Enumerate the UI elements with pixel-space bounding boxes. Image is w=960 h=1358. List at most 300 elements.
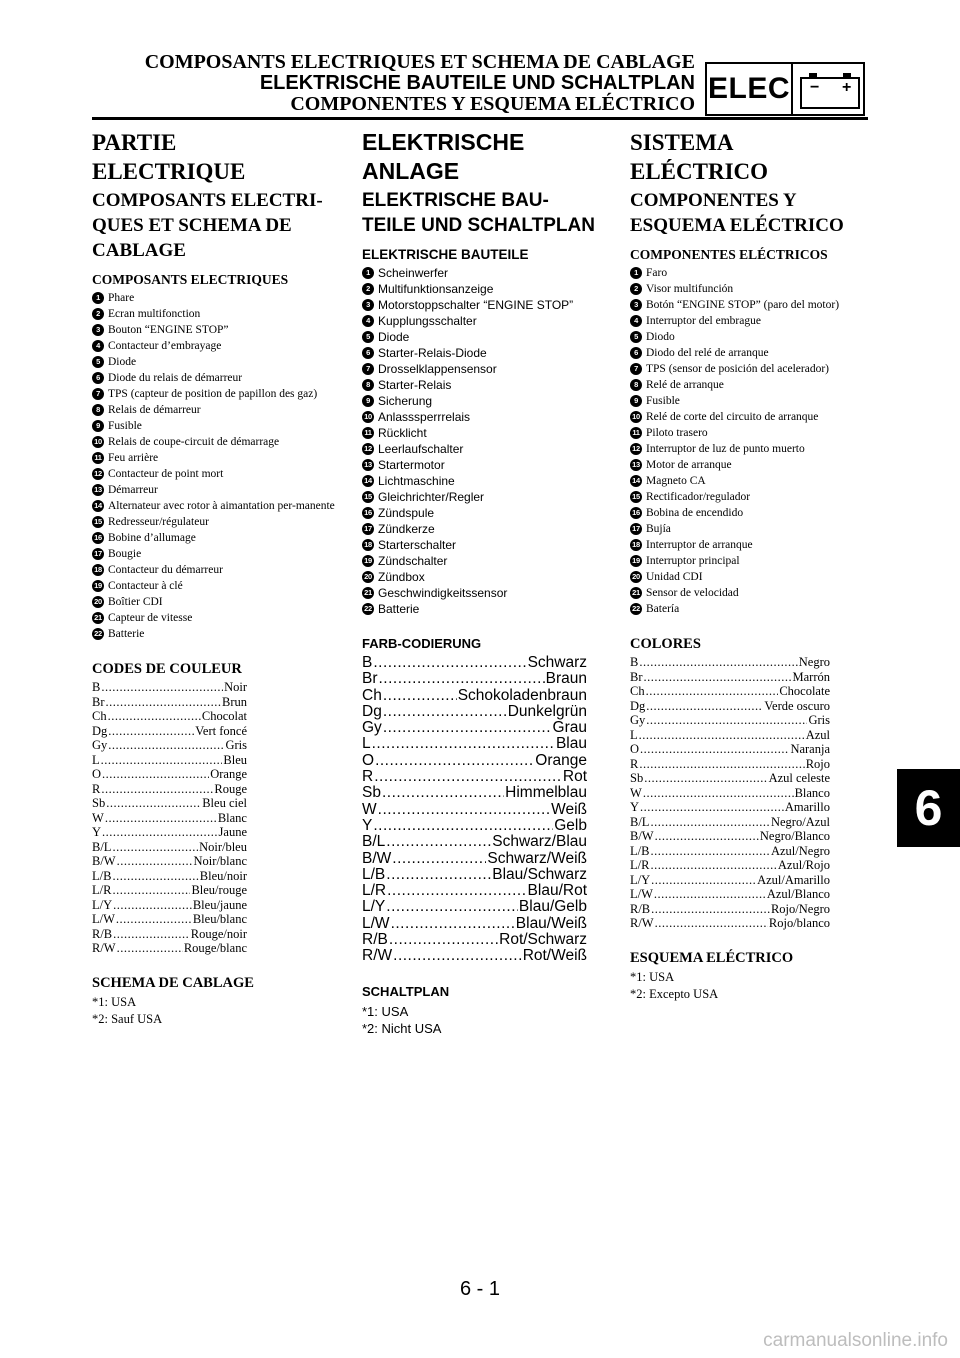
item-number-badge: 14 <box>92 500 104 512</box>
item-number-badge: 7 <box>92 388 104 400</box>
color-code: B/L <box>362 833 386 851</box>
dot-leader <box>383 688 457 704</box>
item-number-badge: 10 <box>630 411 642 423</box>
dot-leader <box>644 670 792 685</box>
color-code-row <box>630 844 830 859</box>
list-item <box>630 329 880 345</box>
list-item <box>92 578 342 594</box>
color-name: Braun <box>545 670 587 688</box>
dot-leader <box>378 802 550 818</box>
color-name: Azul <box>805 727 830 742</box>
list-item <box>630 569 880 585</box>
fr-note-2: *2: Sauf USA <box>92 1011 163 1026</box>
item-text: Zündkerze <box>378 522 435 536</box>
list-item <box>92 482 342 498</box>
page-number: 6 - 1 <box>459 1278 501 1300</box>
item-number-badge: 2 <box>630 283 642 295</box>
color-code: Ch <box>362 686 382 704</box>
list-item <box>362 377 612 393</box>
item-number-badge: 21 <box>92 612 104 624</box>
item-text: Batería <box>646 603 680 615</box>
color-code: L/W <box>362 914 390 932</box>
color-code-row <box>92 898 247 913</box>
dot-leader <box>373 818 553 834</box>
list-item <box>630 281 880 297</box>
color-code: B/L <box>92 839 112 854</box>
dot-leader <box>101 680 223 695</box>
color-name: Noir/blanc <box>193 854 247 868</box>
dot-leader <box>655 916 768 931</box>
item-text: Interruptor del embrague <box>646 315 761 327</box>
list-item <box>362 345 612 361</box>
color-name: Negro <box>798 655 830 669</box>
color-code: B/W <box>362 849 392 867</box>
color-name: Schokoladenbraun <box>457 686 587 704</box>
color-code-row <box>92 709 247 724</box>
item-text: Zündbox <box>378 570 425 584</box>
color-name: Blau/Gelb <box>518 898 587 916</box>
list-item <box>92 626 342 642</box>
watermark: carmanualsonline.info <box>763 1330 948 1351</box>
item-number-badge: 17 <box>92 548 104 560</box>
item-text: Diodo <box>646 331 675 343</box>
item-text: TPS (sensor de posición del acelerador) <box>646 363 829 375</box>
color-name: Brun <box>222 694 247 709</box>
item-number-badge: 8 <box>362 379 374 391</box>
dot-leader <box>101 782 213 797</box>
list-item <box>630 265 880 281</box>
color-code-row <box>92 782 247 797</box>
color-code-row <box>92 680 247 695</box>
list-item <box>362 505 612 521</box>
color-code: R/B <box>92 926 113 941</box>
column-french <box>92 128 342 1028</box>
dot-leader <box>383 704 507 720</box>
dot-leader <box>102 767 209 782</box>
color-code-row <box>630 800 830 815</box>
item-number-badge: 3 <box>362 299 374 311</box>
item-number-badge: 14 <box>630 475 642 487</box>
color-name: Chocolate <box>779 684 830 698</box>
color-name: Dunkelgrün <box>507 702 587 720</box>
color-code: Y <box>92 825 102 839</box>
item-text: Starterschalter <box>378 538 457 552</box>
item-text: Botón “ENGINE STOP” (paro del motor) <box>646 299 840 311</box>
color-name: Gelb <box>554 816 587 834</box>
item-number-badge: 4 <box>630 315 642 327</box>
dot-leader <box>102 825 218 840</box>
item-text: Bougie <box>108 548 142 560</box>
color-code: L/Y <box>92 897 113 912</box>
dot-leader <box>386 834 491 850</box>
item-number-badge: 22 <box>92 628 104 640</box>
color-name: Schwarz <box>527 654 587 671</box>
item-text: Startermotor <box>378 458 445 472</box>
color-code-row <box>362 671 587 687</box>
item-number-badge: 22 <box>362 603 374 615</box>
item-text: Ecran multifonction <box>108 308 201 320</box>
dot-leader <box>393 948 522 964</box>
list-item <box>362 457 612 473</box>
item-text: Anlasssperrrelais <box>378 410 471 424</box>
item-text: Zündschalter <box>378 554 448 568</box>
item-number-badge: 12 <box>362 443 374 455</box>
list-item <box>630 409 880 425</box>
list-item <box>630 361 880 377</box>
list-item <box>630 457 880 473</box>
dot-leader <box>101 753 223 768</box>
dot-leader <box>117 854 193 869</box>
list-item <box>362 537 612 553</box>
color-code-row <box>92 883 247 898</box>
color-code-row <box>362 785 587 801</box>
fr-note-1: *1: USA <box>92 994 137 1009</box>
color-code: Gy <box>362 719 382 737</box>
dot-leader <box>116 912 192 927</box>
dot-leader <box>373 655 526 671</box>
color-code: L <box>362 735 371 753</box>
item-text: Unidad CDI <box>646 571 703 583</box>
item-text: Bujía <box>646 523 671 535</box>
color-code-row <box>630 902 830 917</box>
item-number-badge: 20 <box>630 571 642 583</box>
color-name: Bleu <box>223 752 247 767</box>
color-code-row <box>630 815 830 830</box>
item-number-badge: 6 <box>630 347 642 359</box>
list-item <box>92 530 342 546</box>
color-code-row <box>362 688 587 704</box>
dot-leader <box>639 728 805 743</box>
color-code: L/R <box>362 882 387 900</box>
item-number-badge: 12 <box>630 443 642 455</box>
item-number-badge: 18 <box>630 539 642 551</box>
item-text: Relais de coupe-circuit de démarrage <box>108 436 280 448</box>
dot-leader <box>640 742 789 757</box>
item-text: Contacteur de point mort <box>108 468 224 480</box>
item-text: Motorstoppschalter “ENGINE STOP” <box>378 298 574 312</box>
list-item <box>630 521 880 537</box>
item-number-badge: 13 <box>630 459 642 471</box>
color-code-row <box>362 899 587 915</box>
elec-badge <box>705 62 865 116</box>
dot-leader <box>372 736 555 752</box>
list-item <box>630 297 880 313</box>
color-code: O <box>630 742 640 756</box>
color-code-row <box>362 655 587 671</box>
fr-color-codes <box>92 680 247 956</box>
item-text: Batterie <box>108 628 145 640</box>
item-text: Bobine d’allumage <box>108 532 196 544</box>
color-code: B/W <box>92 854 116 868</box>
column-german <box>362 128 612 1037</box>
item-text: Relais de démarreur <box>108 404 201 416</box>
color-code-row <box>92 825 247 840</box>
es-parts-heading: COMPONENTES ELÉCTRICOS <box>630 247 828 262</box>
color-code-row <box>92 767 247 782</box>
color-code: L/R <box>630 858 650 872</box>
color-code-row <box>630 829 830 844</box>
color-name: Azul/Blanco <box>766 887 830 901</box>
color-code: Dg <box>630 698 646 713</box>
color-name: Blau/Weiß <box>515 914 587 932</box>
de-schema-heading: SCHALTPLAN <box>362 983 450 999</box>
color-code-row <box>630 786 830 801</box>
dot-leader <box>113 927 190 942</box>
list-item <box>92 354 342 370</box>
fr-schema-heading: SCHEMA DE CABLAGE <box>92 974 254 991</box>
item-number-badge: 18 <box>92 564 104 576</box>
list-item <box>92 546 342 562</box>
header-title-fr: COMPOSANTS ELECTRIQUES ET SCHEMA DE CABLAGE <box>144 51 695 73</box>
item-text: Rectificador/regulador <box>646 491 751 503</box>
dot-leader <box>646 699 763 714</box>
color-name: Blau/Rot <box>527 882 587 900</box>
color-code: B <box>362 654 373 671</box>
header-title-es: COMPONENTES Y ESQUEMA ELÉCTRICO <box>290 93 695 115</box>
de-note-2: *2: Nicht USA <box>362 1020 442 1036</box>
list-item <box>362 553 612 569</box>
dot-leader <box>650 844 770 859</box>
list-item <box>362 313 612 329</box>
list-item <box>630 505 880 521</box>
item-text: Starter-Relais-Diode <box>378 346 487 360</box>
dot-leader <box>650 815 770 830</box>
item-text: Zündspule <box>378 506 435 520</box>
battery-minus: − <box>810 79 820 96</box>
color-code: Br <box>362 670 378 688</box>
list-item <box>630 537 880 553</box>
list-item <box>92 594 342 610</box>
item-number-badge: 14 <box>362 475 374 487</box>
list-item <box>92 466 342 482</box>
dot-leader <box>650 858 776 873</box>
item-number-badge: 15 <box>362 491 374 503</box>
item-number-badge: 20 <box>92 596 104 608</box>
color-code-row <box>362 736 587 752</box>
color-code: Y <box>362 816 373 834</box>
color-name: Rot/Schwarz <box>499 931 587 949</box>
color-code-row <box>362 753 587 769</box>
dot-leader <box>379 671 545 687</box>
dot-leader <box>106 695 222 710</box>
color-name: Bleu/jaune <box>192 897 247 912</box>
color-code: R <box>362 768 374 786</box>
color-code-row <box>92 724 247 739</box>
list-item <box>630 313 880 329</box>
item-text: Magneto CA <box>646 475 706 487</box>
dot-leader <box>374 769 562 785</box>
dot-leader <box>117 941 183 956</box>
dot-leader <box>654 887 766 902</box>
list-item <box>630 393 880 409</box>
de-note-1: *1: USA <box>362 1003 409 1019</box>
color-code-row <box>92 869 247 884</box>
color-code-row <box>92 738 247 753</box>
item-text: Diode <box>378 330 410 344</box>
color-name: Rojo/blanco <box>768 916 830 930</box>
color-code-row <box>362 704 587 720</box>
item-text: Fusible <box>108 420 142 432</box>
list-item <box>92 402 342 418</box>
color-name: Blau <box>555 735 587 753</box>
color-name: Bleu ciel <box>202 796 247 810</box>
item-number-badge: 19 <box>92 580 104 592</box>
color-code: Sb <box>362 784 381 802</box>
item-number-badge: 16 <box>92 532 104 544</box>
color-name: Orange <box>210 767 247 781</box>
list-item <box>362 265 612 281</box>
item-number-badge: 9 <box>630 395 642 407</box>
list-item <box>362 473 612 489</box>
color-name: Rojo/Negro <box>770 901 830 916</box>
dot-leader <box>392 851 486 867</box>
color-code: L <box>92 752 100 767</box>
es-parts-list <box>630 265 880 617</box>
item-text: Leerlaufschalter <box>378 442 464 456</box>
color-code: B/W <box>630 829 654 843</box>
color-name: Bleu/noir <box>199 868 247 883</box>
color-code-row <box>92 796 247 811</box>
color-code-row <box>630 699 830 714</box>
item-text: Feu arrière <box>108 452 159 464</box>
list-item <box>362 441 612 457</box>
fr-parts-list <box>92 290 342 642</box>
color-name: Blau/Schwarz <box>492 865 587 883</box>
color-code: L/B <box>362 865 386 883</box>
dot-leader <box>644 771 767 786</box>
color-name: Amarillo <box>784 800 830 814</box>
color-code-row <box>630 655 830 670</box>
color-code: R/W <box>92 941 116 955</box>
item-number-badge: 21 <box>630 587 642 599</box>
list-item <box>92 498 342 514</box>
color-code-row <box>92 840 247 855</box>
color-name: Orange <box>535 751 587 769</box>
item-text: Sensor de velocidad <box>646 587 739 599</box>
color-code: L/Y <box>362 898 386 916</box>
color-name: Gris <box>808 713 830 727</box>
list-item <box>362 409 612 425</box>
page-header <box>145 52 695 115</box>
color-code: L/R <box>92 883 112 897</box>
color-name: Verde oscuro <box>764 698 830 713</box>
color-name: Blanc <box>217 810 247 825</box>
color-name: Vert foncé <box>195 723 247 738</box>
item-number-badge: 8 <box>630 379 642 391</box>
de-parts-list <box>362 265 612 617</box>
dot-leader <box>651 873 756 888</box>
item-text: Multifunktionsanzeige <box>378 282 494 296</box>
es-title: SISTEMA ELÉCTRICO <box>630 130 769 184</box>
item-number-badge: 4 <box>362 315 374 327</box>
list-item <box>362 425 612 441</box>
item-number-badge: 21 <box>362 587 374 599</box>
dot-leader <box>651 902 770 917</box>
item-text: Contacteur du démarreur <box>108 564 223 576</box>
list-item <box>362 601 612 617</box>
item-number-badge: 8 <box>92 404 104 416</box>
color-name: Blanco <box>794 785 830 800</box>
list-item <box>92 338 342 354</box>
list-item <box>630 441 880 457</box>
color-code-row <box>362 948 587 964</box>
item-number-badge: 16 <box>362 507 374 519</box>
color-name: Gris <box>225 738 247 752</box>
es-subtitle: COMPONENTES Y ESQUEMA ELÉCTRICO <box>630 190 844 236</box>
dot-leader <box>108 724 194 739</box>
color-code-row <box>630 684 830 699</box>
color-code: B/L <box>630 814 650 829</box>
color-code-row <box>362 769 587 785</box>
de-subtitle: ELEKTRISCHE BAU- TEILE UND SCHALTPLAN <box>362 190 595 236</box>
item-text: Relé de corte del circuito de arranque <box>646 411 819 423</box>
dot-leader <box>646 713 807 728</box>
item-number-badge: 11 <box>92 452 104 464</box>
de-title: ELEKTRISCHE ANLAGE <box>362 129 525 184</box>
item-text: Démarreur <box>108 484 158 496</box>
color-name: Schwarz/Blau <box>492 833 587 851</box>
list-item <box>92 386 342 402</box>
item-text: Batterie <box>378 602 420 616</box>
item-text: Motor de arranque <box>646 459 732 471</box>
dot-leader <box>389 932 498 948</box>
dot-leader <box>646 684 779 699</box>
list-item <box>92 450 342 466</box>
color-code: R/B <box>362 931 388 949</box>
list-item <box>362 585 612 601</box>
color-code: B <box>630 655 639 669</box>
dot-leader <box>655 829 759 844</box>
item-text: Faro <box>646 267 668 279</box>
color-code: R/W <box>630 916 654 930</box>
item-number-badge: 11 <box>362 427 374 439</box>
color-code: L/Y <box>630 872 651 887</box>
color-code: O <box>362 751 375 769</box>
color-code-row <box>630 757 830 772</box>
item-text: Contacteur à clé <box>108 580 183 592</box>
color-code: B <box>92 680 101 694</box>
color-code-row <box>630 858 830 873</box>
color-name: Rouge/noir <box>190 926 247 941</box>
item-number-badge: 19 <box>362 555 374 567</box>
item-text: Relé de arranque <box>646 379 724 391</box>
item-number-badge: 7 <box>630 363 642 375</box>
color-code-row <box>630 771 830 786</box>
item-number-badge: 18 <box>362 539 374 551</box>
es-note-1: *1: USA <box>630 969 675 984</box>
color-name: Azul/Amarillo <box>757 872 830 887</box>
battery-icon <box>793 64 863 114</box>
item-text: Lichtmaschine <box>378 474 455 488</box>
list-item <box>92 562 342 578</box>
item-text: Kupplungsschalter <box>378 314 477 328</box>
color-name: Bleu/rouge <box>191 883 247 897</box>
item-text: Contacteur d’embrayage <box>108 340 222 352</box>
item-number-badge: 7 <box>362 363 374 375</box>
item-text: Rücklicht <box>378 426 427 440</box>
color-code-row <box>92 912 247 927</box>
es-codes-heading: COLORES <box>630 636 701 652</box>
color-code-row <box>630 728 830 743</box>
color-code: W <box>362 800 377 818</box>
header-rule <box>92 117 868 120</box>
item-text: Drosselklappensensor <box>378 362 497 376</box>
header-title-de: ELEKTRISCHE BAUTEILE UND SCHALTPLAN <box>259 72 695 94</box>
list-item <box>92 306 342 322</box>
list-item <box>362 569 612 585</box>
color-code: O <box>92 767 102 781</box>
dot-leader <box>112 840 198 855</box>
